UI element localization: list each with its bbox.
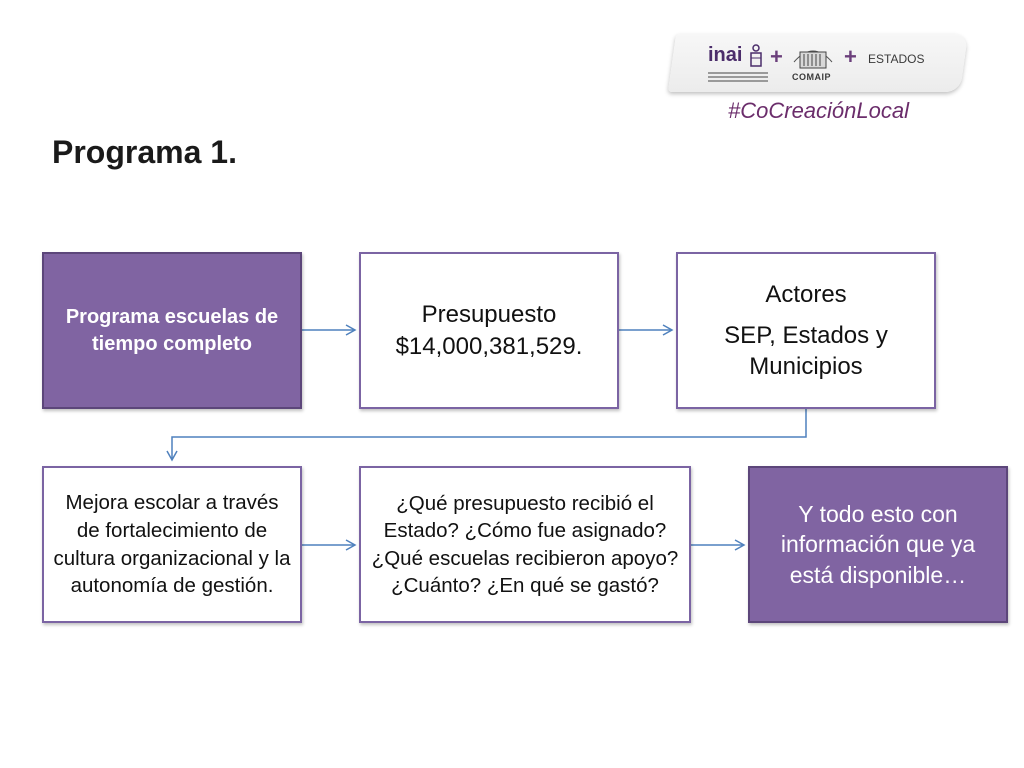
arrow-preguntas-to-disponible (691, 540, 744, 550)
box-disponible-text: Y todo esto con información que ya está disponible… (780, 500, 976, 588)
box-presupuesto (359, 252, 619, 409)
box-mejora-text: Mejora escolar a través de fortalecimiento de cultura organizacional y la autonomía de gestión. (53, 491, 291, 598)
plus-sign-1: + (770, 44, 783, 69)
box-presupuesto-text: Presupuesto $14,000,381,529. (395, 301, 583, 360)
inai-logo-text: inai (708, 44, 743, 66)
hashtag-label: #CoCreaciónLocal (728, 98, 909, 123)
arrow-mejora-to-preguntas (302, 540, 355, 550)
box-informacion-disponible (748, 466, 1008, 623)
box-actores-body: SEP, Estados y Municipios (724, 321, 888, 381)
box-programa-escuelas (42, 252, 302, 409)
box-actores-title: Actores (765, 280, 847, 308)
box-mejora-escolar (42, 466, 302, 623)
page-title: Programa 1. (52, 134, 237, 170)
box-programa-text: Programa escuelas de tiempo completo (65, 305, 279, 355)
comaip-logo-text: COMAIP (792, 72, 831, 82)
box-preguntas-text: ¿Qué presupuesto recibió el Estado? ¿Cómo fue asignado? ¿Qué escuelas recibieron apoyo? ¿Cuánto? ¿En qué se gastó? (371, 492, 679, 597)
estados-logo-text: ESTADOS (868, 52, 925, 66)
box-preguntas (359, 466, 691, 623)
arrow-programa-to-presupuesto (302, 325, 355, 335)
arrow-actores-to-mejora (167, 409, 806, 460)
arrow-presupuesto-to-actores (619, 325, 672, 335)
plus-sign-2: + (844, 44, 857, 69)
box-actores (676, 252, 936, 409)
